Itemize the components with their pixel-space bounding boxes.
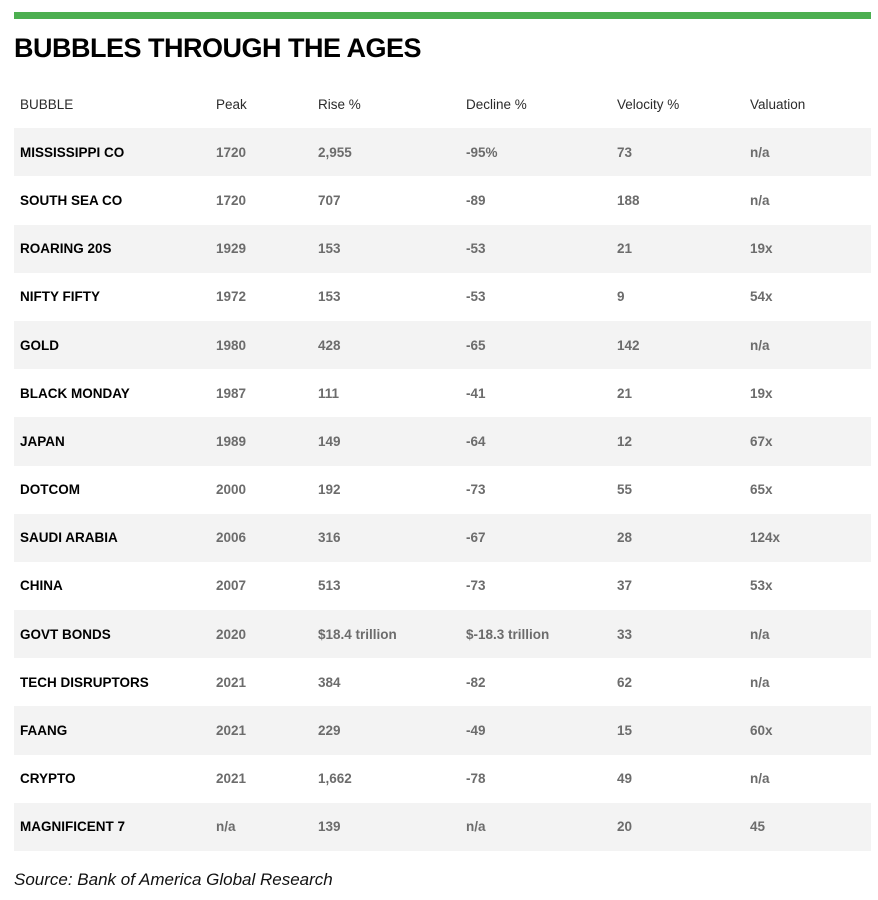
rise-cell: 316 (312, 514, 460, 562)
peak-cell: 2006 (210, 514, 312, 562)
table-row (14, 658, 871, 706)
decline-cell: -41 (466, 385, 486, 401)
rise-cell: 153 (318, 289, 341, 305)
decline-cell: -73 (466, 578, 486, 594)
velocity-cell: 33 (611, 610, 744, 658)
rise-cell: 153 (312, 225, 460, 273)
bubble-name-cell: JAPAN (14, 417, 210, 465)
rise-cell: 149 (312, 417, 460, 465)
bubble-name-cell: CHINA (20, 578, 63, 594)
bubble-name-cell: SAUDI ARABIA (14, 514, 210, 562)
column-header-bubble: BUBBLE (20, 96, 74, 112)
decline-cell: -67 (460, 514, 611, 562)
velocity-cell: 49 (617, 771, 633, 787)
decline-cell: -65 (460, 321, 611, 369)
column-header-decline: Decline % (466, 96, 527, 112)
valuation-cell: 19x (744, 225, 871, 273)
table-title: BUBBLES THROUGH THE AGES (14, 33, 422, 63)
peak-cell: 2021 (210, 706, 312, 754)
velocity-cell: 15 (611, 706, 744, 754)
table-row (14, 514, 871, 562)
velocity-cell: 62 (617, 674, 633, 690)
peak-cell: 1980 (210, 321, 312, 369)
bubble-name-cell: MISSISSIPPI CO (14, 128, 210, 176)
decline-cell: -89 (466, 192, 486, 208)
peak-cell: 2007 (216, 578, 247, 594)
bubble-name-cell: NIFTY FIFTY (20, 289, 100, 305)
rise-cell: 428 (312, 321, 460, 369)
column-header-rise: Rise % (318, 96, 361, 112)
table-row (14, 803, 871, 851)
column-header-peak: Peak (216, 96, 247, 112)
velocity-cell: 12 (611, 417, 744, 465)
rise-cell: 384 (318, 674, 341, 690)
peak-cell: 1987 (216, 385, 247, 401)
valuation-cell: n/a (750, 771, 770, 787)
rise-cell: 513 (318, 578, 341, 594)
valuation-cell: 45 (744, 803, 871, 851)
velocity-cell: 37 (617, 578, 633, 594)
bubble-name-cell: TECH DISRUPTORS (20, 674, 149, 690)
decline-cell: -64 (460, 417, 611, 465)
table-row (14, 225, 871, 273)
peak-cell: 2020 (210, 610, 312, 658)
table-body (14, 128, 871, 851)
valuation-cell: n/a (744, 321, 871, 369)
decline-cell: n/a (460, 803, 611, 851)
peak-cell: 1989 (210, 417, 312, 465)
table-header-row (14, 80, 871, 128)
valuation-cell: n/a (744, 610, 871, 658)
valuation-cell: 67x (744, 417, 871, 465)
rise-cell: 229 (312, 706, 460, 754)
velocity-cell: 188 (617, 192, 640, 208)
bubble-name-cell: CRYPTO (20, 771, 76, 787)
peak-cell: 1720 (216, 192, 247, 208)
velocity-cell: 28 (611, 514, 744, 562)
rise-cell: 1,662 (318, 771, 352, 787)
table-row (14, 755, 871, 803)
valuation-cell: n/a (750, 192, 770, 208)
decline-cell: -53 (460, 225, 611, 273)
table-row (14, 321, 871, 369)
velocity-cell: 73 (611, 128, 744, 176)
rise-cell: 139 (312, 803, 460, 851)
velocity-cell: 20 (611, 803, 744, 851)
table-row (14, 128, 871, 176)
table-row (14, 417, 871, 465)
decline-cell: $-18.3 trillion (460, 610, 611, 658)
valuation-cell: n/a (750, 674, 770, 690)
valuation-cell: 54x (750, 289, 773, 305)
rise-cell: 192 (318, 482, 341, 498)
bubble-name-cell: SOUTH SEA CO (20, 192, 123, 208)
peak-cell: 2021 (216, 674, 247, 690)
decline-cell: -53 (466, 289, 486, 305)
table-row (14, 176, 871, 224)
table-row (14, 562, 871, 610)
valuation-cell: 19x (750, 385, 773, 401)
column-header-valuation: Valuation (750, 96, 806, 112)
source-note: Source: Bank of America Global Research (14, 870, 333, 889)
decline-cell: -82 (466, 674, 486, 690)
valuation-cell: 65x (750, 482, 773, 498)
bubble-name-cell: GOVT BONDS (14, 610, 210, 658)
velocity-cell: 142 (611, 321, 744, 369)
rise-cell: 707 (318, 192, 341, 208)
bubble-name-cell: FAANG (14, 706, 210, 754)
rise-cell: $18.4 trillion (312, 610, 460, 658)
peak-cell: n/a (210, 803, 312, 851)
rise-cell: 2,955 (312, 128, 460, 176)
decline-cell: -49 (460, 706, 611, 754)
bubbles-table (14, 80, 871, 851)
velocity-cell: 9 (617, 289, 625, 305)
valuation-cell: 60x (744, 706, 871, 754)
bubble-name-cell: ROARING 20S (14, 225, 210, 273)
bubble-name-cell: GOLD (14, 321, 210, 369)
table-row (14, 466, 871, 514)
decline-cell: -78 (466, 771, 486, 787)
valuation-cell: 53x (750, 578, 773, 594)
table-row (14, 273, 871, 321)
table-row (14, 706, 871, 754)
top-accent-bar (14, 12, 871, 19)
bubble-name-cell: BLACK MONDAY (20, 385, 130, 401)
bubble-name-cell: MAGNIFICENT 7 (14, 803, 210, 851)
decline-cell: -95% (460, 128, 611, 176)
velocity-cell: 55 (617, 482, 633, 498)
rise-cell: 111 (318, 385, 340, 401)
decline-cell: -73 (466, 482, 486, 498)
table-row (14, 610, 871, 658)
table-row (14, 369, 871, 417)
column-header-velocity: Velocity % (617, 96, 680, 112)
velocity-cell: 21 (617, 385, 633, 401)
bubble-name-cell: DOTCOM (20, 482, 80, 498)
peak-cell: 1929 (210, 225, 312, 273)
valuation-cell: n/a (744, 128, 871, 176)
peak-cell: 1972 (216, 289, 247, 305)
velocity-cell: 21 (611, 225, 744, 273)
valuation-cell: 124x (744, 514, 871, 562)
peak-cell: 2000 (216, 482, 247, 498)
peak-cell: 2021 (216, 771, 247, 787)
peak-cell: 1720 (210, 128, 312, 176)
